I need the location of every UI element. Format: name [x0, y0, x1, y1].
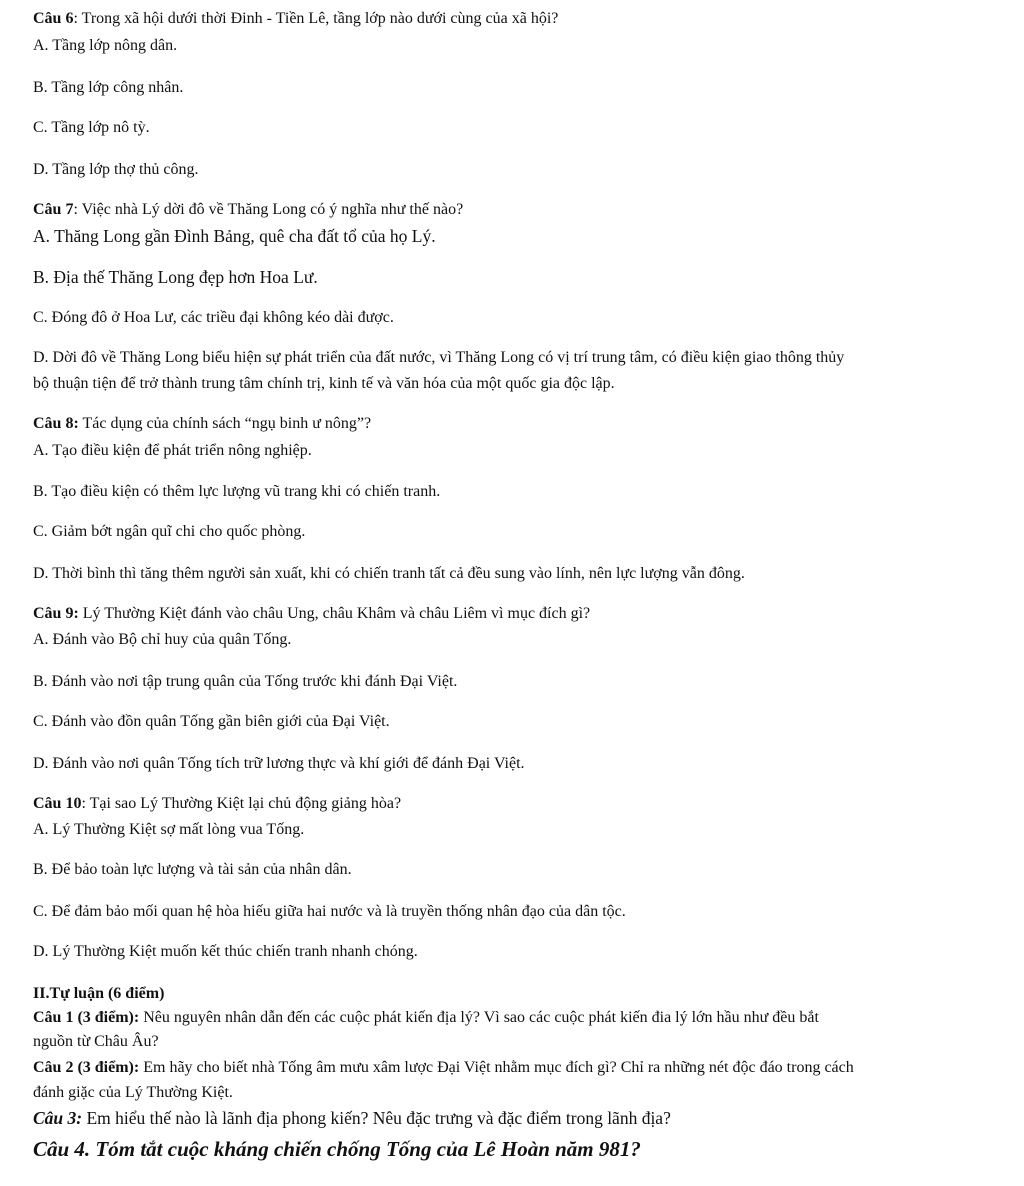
- essay-question-3-text: Em hiểu thế nào là lãnh địa phong kiến? Nêu đặc trưng và đặc điểm trong lãnh địa?: [82, 1108, 671, 1128]
- question-7-option-d-cont: bộ thuận tiện để trở thành trung tâm chính trị, kinh tế và văn hóa của một quốc gia độc lập.: [33, 375, 615, 392]
- essay-question-2-cont: đánh giặc của Lý Thường Kiệt.: [33, 1084, 233, 1101]
- essay-question-1-text: Nêu nguyên nhân dẫn đến các cuộc phát kiến địa lý? Vì sao các cuộc phát kiến đia lý lớn hầu như đều bắt: [139, 1009, 819, 1026]
- question-8-option-d: D. Thời bình thì tăng thêm người sản xuất, khi có chiến tranh tất cả đều sung vào lính, nên lực lượng vẫn đông.: [33, 565, 745, 582]
- question-10-option-d: D. Lý Thường Kiệt muốn kết thúc chiến tranh nhanh chóng.: [33, 943, 418, 960]
- question-6-option-c: C. Tầng lớp nô tỳ.: [33, 119, 150, 136]
- question-8-text: Tác dụng của chính sách “ngụ binh ư nông”?: [78, 415, 372, 432]
- question-7-option-c: C. Đóng đô ở Hoa Lư, các triều đại không kéo dài được.: [33, 309, 394, 326]
- question-6-option-a: A. Tầng lớp nông dân.: [33, 37, 178, 54]
- question-6-label: Câu 6: [33, 10, 74, 27]
- question-10-option-b: B. Để bảo toàn lực lượng và tài sản của nhân dân.: [33, 861, 352, 878]
- question-8-stem: [33, 414, 371, 434]
- question-7-option-d: D. Dời đô về Thăng Long biểu hiện sự phát triển của đất nước, vì Thăng Long có vị trí trung tâm, có điều kiện giao thông thủy: [33, 349, 845, 366]
- question-9-option-c: C. Đánh vào đồn quân Tống gần biên giới của Đại Việt.: [33, 713, 390, 730]
- essay-question-2-label: Câu 2 (3 điểm):: [33, 1059, 140, 1076]
- question-6-stem: [33, 9, 558, 29]
- question-7-text: : Việc nhà Lý dời đô về Thăng Long có ý nghĩa như thế nào?: [73, 201, 464, 218]
- question-8-option-a: A. Tạo điều kiện để phát triển nông nghiệp.: [33, 442, 312, 459]
- question-9-option-b: B. Đánh vào nơi tập trung quân của Tống trước khi đánh Đại Việt.: [33, 673, 458, 690]
- question-10-stem: [33, 794, 401, 814]
- essay-question-2: [33, 1058, 854, 1078]
- question-6-option-d: D. Tầng lớp thợ thủ công.: [33, 161, 199, 178]
- question-7-option-b: B. Địa thế Thăng Long đẹp hơn Hoa Lư.: [33, 267, 318, 287]
- question-8-option-c: C. Giảm bớt ngân quĩ chi cho quốc phòng.: [33, 523, 306, 540]
- essay-question-1-label: Câu 1 (3 điểm):: [33, 1009, 140, 1026]
- question-9-text: Lý Thường Kiệt đánh vào châu Ung, châu Khâm và châu Liêm vì mục đích gì?: [78, 605, 591, 622]
- question-9-label: Câu 9:: [33, 605, 79, 622]
- question-9-option-d: D. Đánh vào nơi quân Tống tích trữ lương thực và khí giới để đánh Đại Việt.: [33, 755, 525, 772]
- essay-question-1-cont: nguồn từ Châu Âu?: [33, 1033, 159, 1050]
- question-10-option-c: C. Để đảm bảo mối quan hệ hòa hiếu giữa hai nước và là truyền thống nhân đạo của dân tộc.: [33, 903, 626, 920]
- essay-heading: II.Tự luận (6 điểm): [33, 985, 165, 1002]
- question-7-label: Câu 7: [33, 201, 74, 218]
- question-8-option-b: B. Tạo điều kiện có thêm lực lượng vũ trang khi có chiến tranh.: [33, 483, 441, 500]
- essay-question-2-text: Em hãy cho biết nhà Tống âm mưu xâm lược Đại Việt nhằm mục đích gì? Chỉ ra những nét độc đáo trong cách: [139, 1059, 854, 1076]
- question-9-stem: [33, 604, 590, 624]
- essay-question-3: [33, 1107, 671, 1129]
- question-9-option-a: A. Đánh vào Bộ chỉ huy của quân Tống.: [33, 631, 292, 648]
- question-6-option-b: B. Tầng lớp công nhân.: [33, 79, 184, 96]
- question-7-option-a: A. Thăng Long gần Đình Bảng, quê cha đất tổ của họ Lý.: [33, 226, 436, 246]
- question-7-stem: [33, 200, 463, 220]
- question-6-text: : Trong xã hội dưới thời Đinh - Tiền Lê, tầng lớp nào dưới cùng của xã hội?: [73, 10, 559, 27]
- essay-question-3-label: Câu 3:: [33, 1108, 83, 1128]
- essay-question-1: [33, 1008, 819, 1028]
- question-8-label: Câu 8:: [33, 415, 79, 432]
- question-10-option-a: A. Lý Thường Kiệt sợ mất lòng vua Tống.: [33, 821, 305, 838]
- question-10-text: : Tại sao Lý Thường Kiệt lại chủ động giảng hòa?: [81, 795, 402, 812]
- essay-question-4: Câu 4. Tóm tắt cuộc kháng chiến chống Tống của Lê Hoàn năm 981?: [33, 1137, 641, 1161]
- question-10-label: Câu 10: [33, 795, 82, 812]
